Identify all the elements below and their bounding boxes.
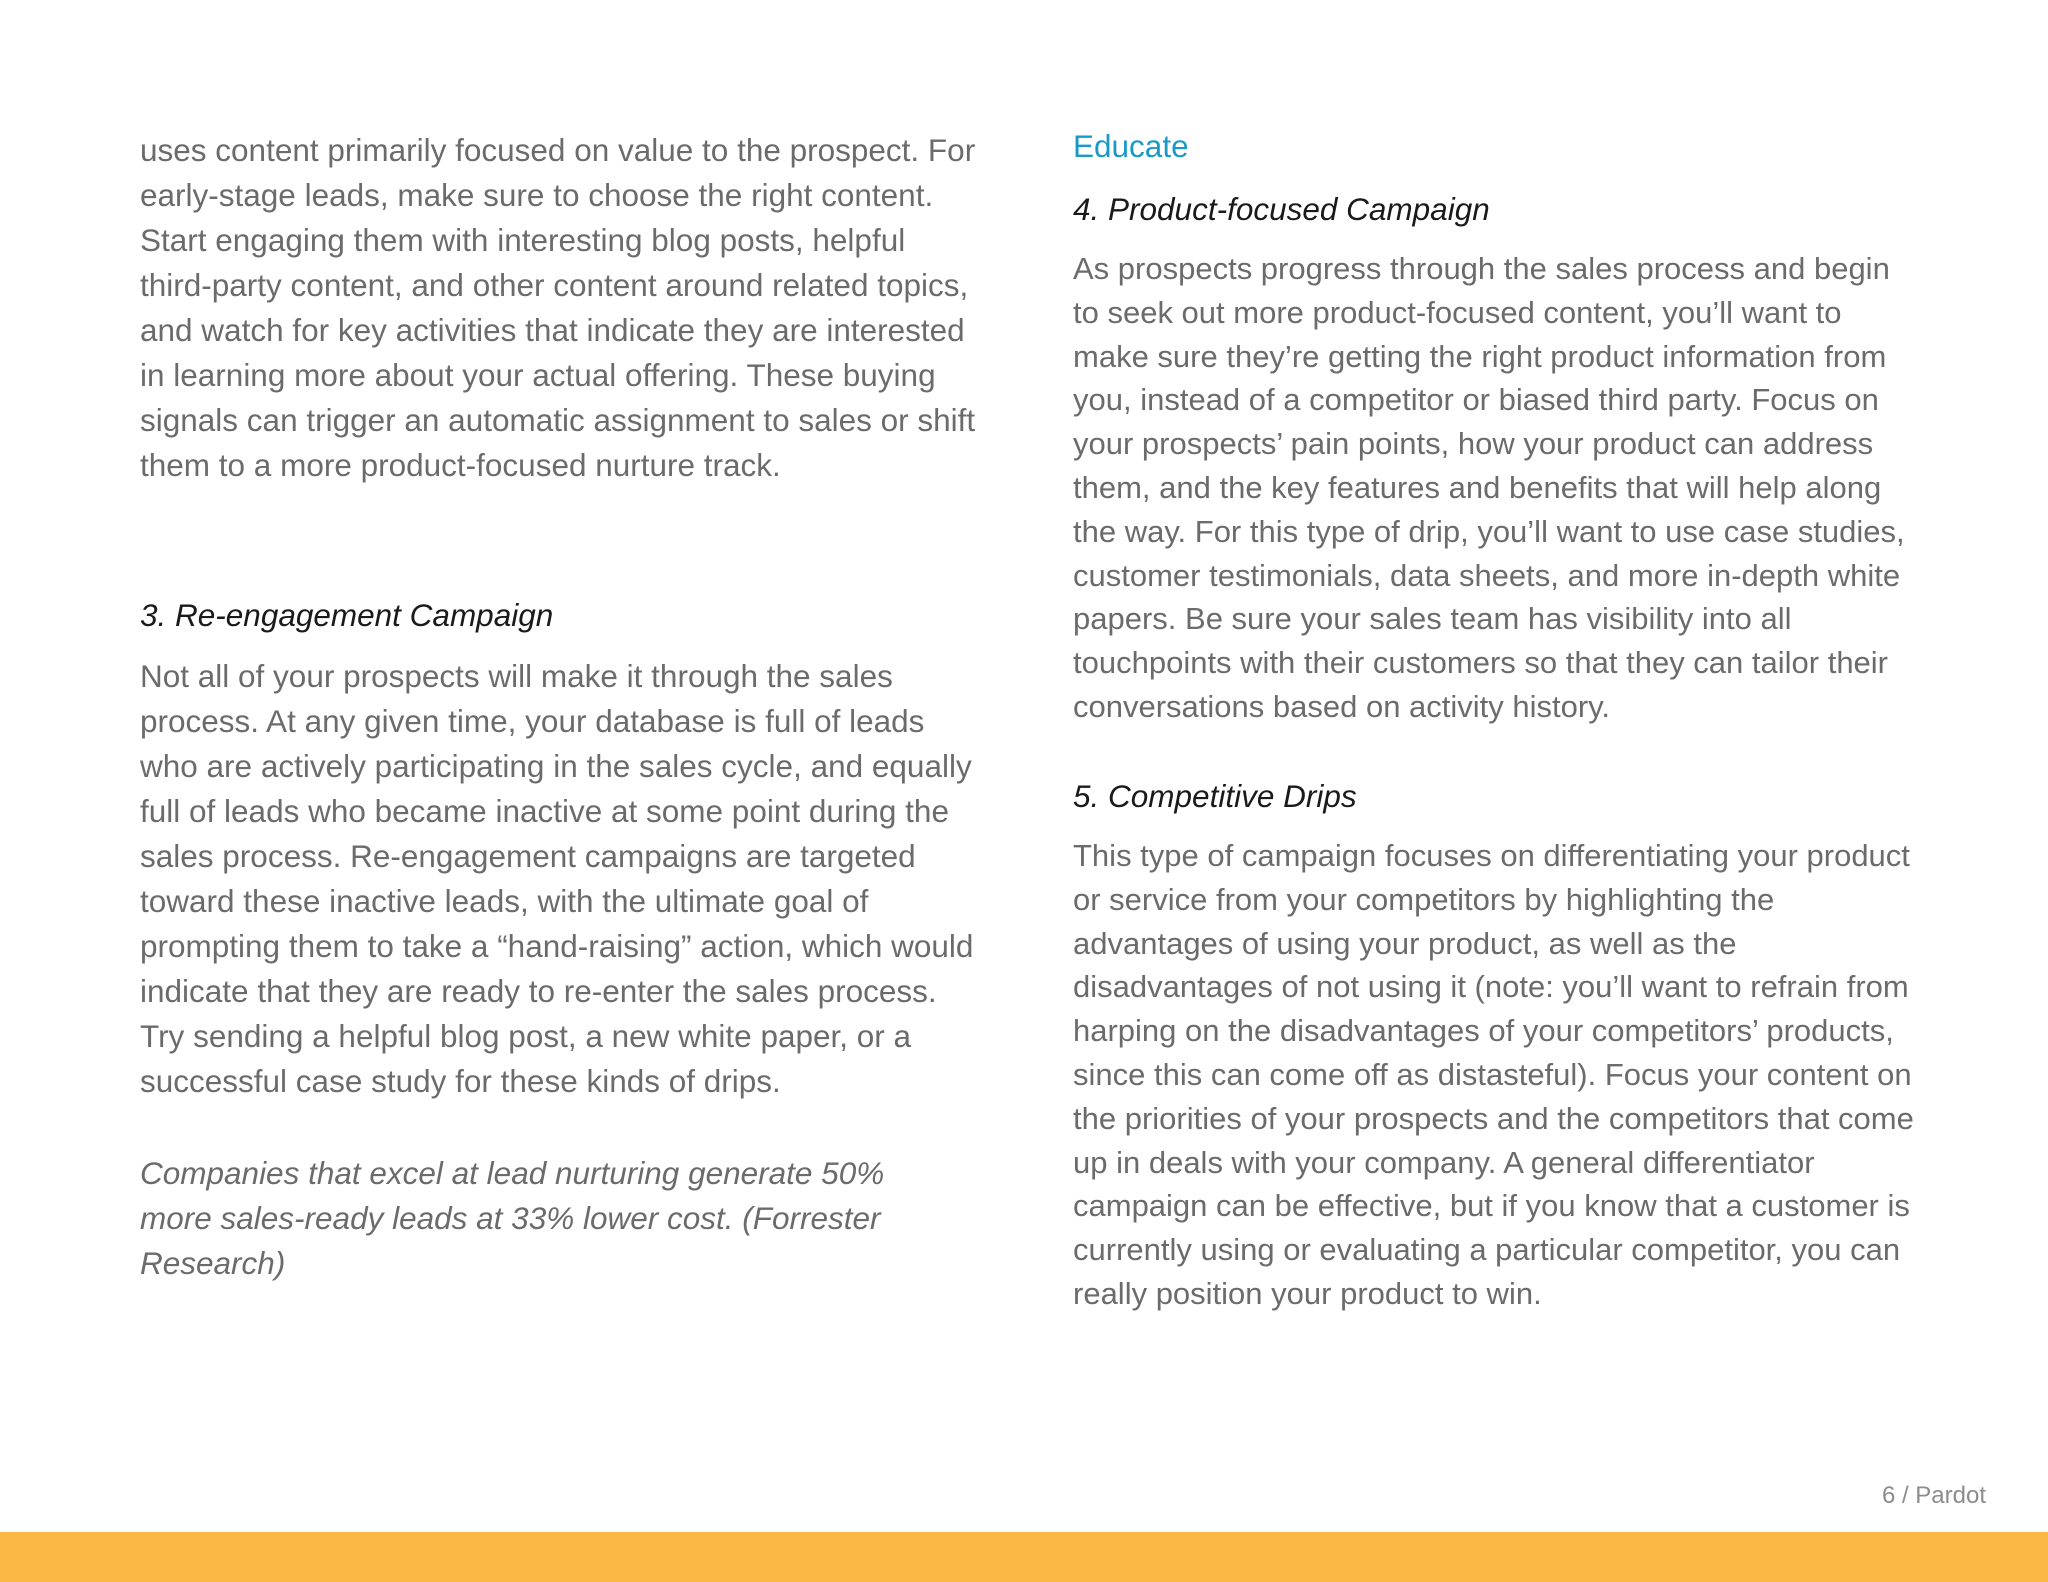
reengagement-paragraph: Not all of your prospects will make it through the sales process. At any given time, your database is full of leads who are actively participating in the sales cycle, and equally full of leads who became inactive at some point during the sales process. Re-engagement campaigns are targeted toward these inactive leads, with the ultimate goal of prompting them to take a “hand-raising” action, which would indicate that they are ready to re-enter the sales process. Try sending a helpful blog post, a new white paper, or a successful case study for these kinds of drips. <box>140 658 974 1099</box>
section-label-educate: Educate <box>1073 128 1189 164</box>
statistic-quote: Companies that excel at lead nurturing generate 50% more sales-ready leads at 33% lower cost. (Forrester Research) <box>140 1155 885 1281</box>
intro-paragraph: uses content primarily focused on value to the prospect. For early-stage leads, make sure to choose the right content. Start engaging them with interesting blog posts, helpful third-party content, and other content around related topics, and watch for key activities that indicate they are interested in learning more about your actual offering. These buying signals can trigger an automatic assignment to sales or shift them to a more product-focused nurture track. <box>140 132 976 483</box>
page-number-label: 6 / Pardot <box>1881 1482 1986 1509</box>
footer-color-bar <box>0 1532 2048 1582</box>
product-focused-heading: 4. Product-focused Campaign <box>1073 191 1490 227</box>
competitive-drips-heading: 5. Competitive Drips <box>1073 778 1357 814</box>
product-focused-paragraph: As prospects progress through the sales process and begin to seek out more product-focused content, you’ll want to make sure they’re getting the right product information from you, instead of a competitor or biased third party. Focus on your prospects’ pain points, how your product can address them, and the key features and benefits that will help along the way. For this type of drip, you’ll want to use case studies, customer testimonials, data sheets, and more in-depth white papers. Be sure your sales team has visibility into all touchpoints with their customers so that they can tailor their conversations based on activity history. <box>1073 251 1905 724</box>
competitive-drips-paragraph: This type of campaign focuses on differentiating your product or service from your competitors by highlighting the advantages of using your product, as well as the disadvantages of not using it (note: you’ll want to refrain from harping on the disadvantages of your competitors’ products, since this can come off as distasteful). Focus your content on the priorities of your prospects and the competitors that come up in deals with your company. A general differentiator campaign can be effective, but if you know that a customer is currently using or evaluating a particular competitor, you can really position your product to win. <box>1073 838 1914 1311</box>
reengagement-heading: 3. Re-engagement Campaign <box>140 597 554 633</box>
